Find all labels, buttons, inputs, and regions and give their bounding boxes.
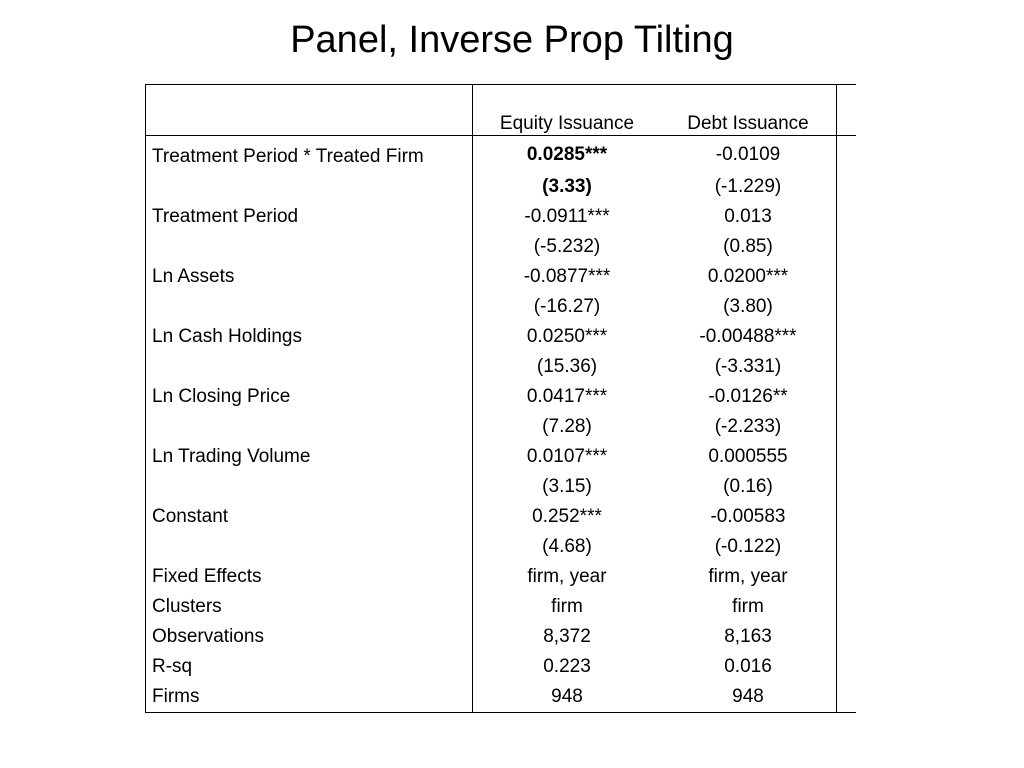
debt-observations: 8,163: [724, 626, 772, 647]
table-left-border: [145, 84, 146, 713]
table-bottom-border: [145, 712, 856, 713]
row-label-ln-cash-holdings: Ln Cash Holdings: [152, 326, 302, 347]
debt-coef-ln-trading-volume: 0.000555: [708, 446, 788, 467]
debt-r-sq: 0.016: [724, 656, 772, 677]
header-debt-issuance: Debt Issuance: [687, 113, 809, 134]
debt-coef-ln-assets: 0.0200***: [707, 266, 789, 287]
debt-coef-ln-cash-holdings: -0.00488***: [699, 326, 797, 347]
equity-coef-ln-cash-holdings: 0.0250***: [526, 326, 608, 347]
table-top-border: [145, 84, 856, 85]
debt-tstat-ln-cash-holdings: (-3.331): [714, 356, 782, 377]
equity-observations: 8,372: [543, 626, 591, 647]
debt-clusters: firm: [732, 596, 764, 617]
equity-tstat-ln-trading-volume: (3.15): [542, 476, 592, 497]
equity-tstat-treatment-x-treated: (3.33): [542, 176, 592, 197]
equity-tstat-ln-closing-price: (7.28): [542, 416, 592, 437]
debt-tstat-ln-closing-price: (-2.233): [714, 416, 782, 437]
debt-tstat-constant: (-0.122): [714, 536, 782, 557]
equity-tstat-ln-assets: (-16.27): [533, 296, 601, 317]
equity-r-sq: 0.223: [543, 656, 591, 677]
stat-label-r-sq: R-sq: [152, 656, 193, 677]
equity-tstat-ln-cash-holdings: (15.36): [536, 356, 598, 377]
row-label-ln-assets: Ln Assets: [152, 266, 235, 287]
stat-label-firms: Firms: [152, 686, 200, 707]
debt-coef-ln-closing-price: -0.0126**: [708, 386, 788, 407]
row-label-constant: Constant: [152, 506, 229, 527]
equity-coef-ln-trading-volume: 0.0107***: [526, 446, 608, 467]
equity-fixed-effects: firm, year: [527, 566, 607, 587]
stat-label-fixed-effects: Fixed Effects: [152, 566, 262, 587]
debt-tstat-ln-trading-volume: (0.16): [723, 476, 773, 497]
debt-coef-treatment-x-treated: -0.0109: [715, 144, 781, 165]
stat-label-observations: Observations: [152, 626, 264, 647]
equity-firms: 948: [551, 686, 583, 707]
row-label-ln-closing-price: Ln Closing Price: [152, 386, 291, 407]
equity-coef-ln-assets: -0.0877***: [523, 266, 611, 287]
debt-fixed-effects: firm, year: [708, 566, 788, 587]
stat-label-clusters: Clusters: [152, 596, 222, 617]
row-label-treatment-period: Treatment Period: [152, 206, 299, 227]
equity-coef-constant: 0.252***: [532, 506, 602, 527]
header-equity-issuance: Equity Issuance: [499, 113, 635, 134]
debt-coef-constant: -0.00583: [710, 506, 786, 527]
row-label-treatment-x-treated: Treatment Period * Treated Firm: [152, 146, 424, 167]
row-label-ln-trading-volume: Ln Trading Volume: [152, 446, 311, 467]
debt-tstat-ln-assets: (3.80): [723, 296, 773, 317]
equity-coef-treatment-x-treated: 0.0285***: [526, 144, 608, 165]
debt-tstat-treatment-period: (0.85): [723, 236, 773, 257]
equity-coef-treatment-period: -0.0911***: [524, 206, 610, 227]
equity-coef-ln-closing-price: 0.0417***: [526, 386, 608, 407]
debt-firms: 948: [732, 686, 764, 707]
equity-tstat-treatment-period: (-5.232): [533, 236, 601, 257]
debt-tstat-treatment-x-treated: (-1.229): [714, 176, 782, 197]
page-title: Panel, Inverse Prop Tilting: [290, 19, 734, 61]
equity-clusters: firm: [551, 596, 583, 617]
equity-tstat-constant: (4.68): [542, 536, 592, 557]
debt-coef-treatment-period: 0.013: [724, 206, 772, 227]
regression-table: [145, 84, 856, 713]
